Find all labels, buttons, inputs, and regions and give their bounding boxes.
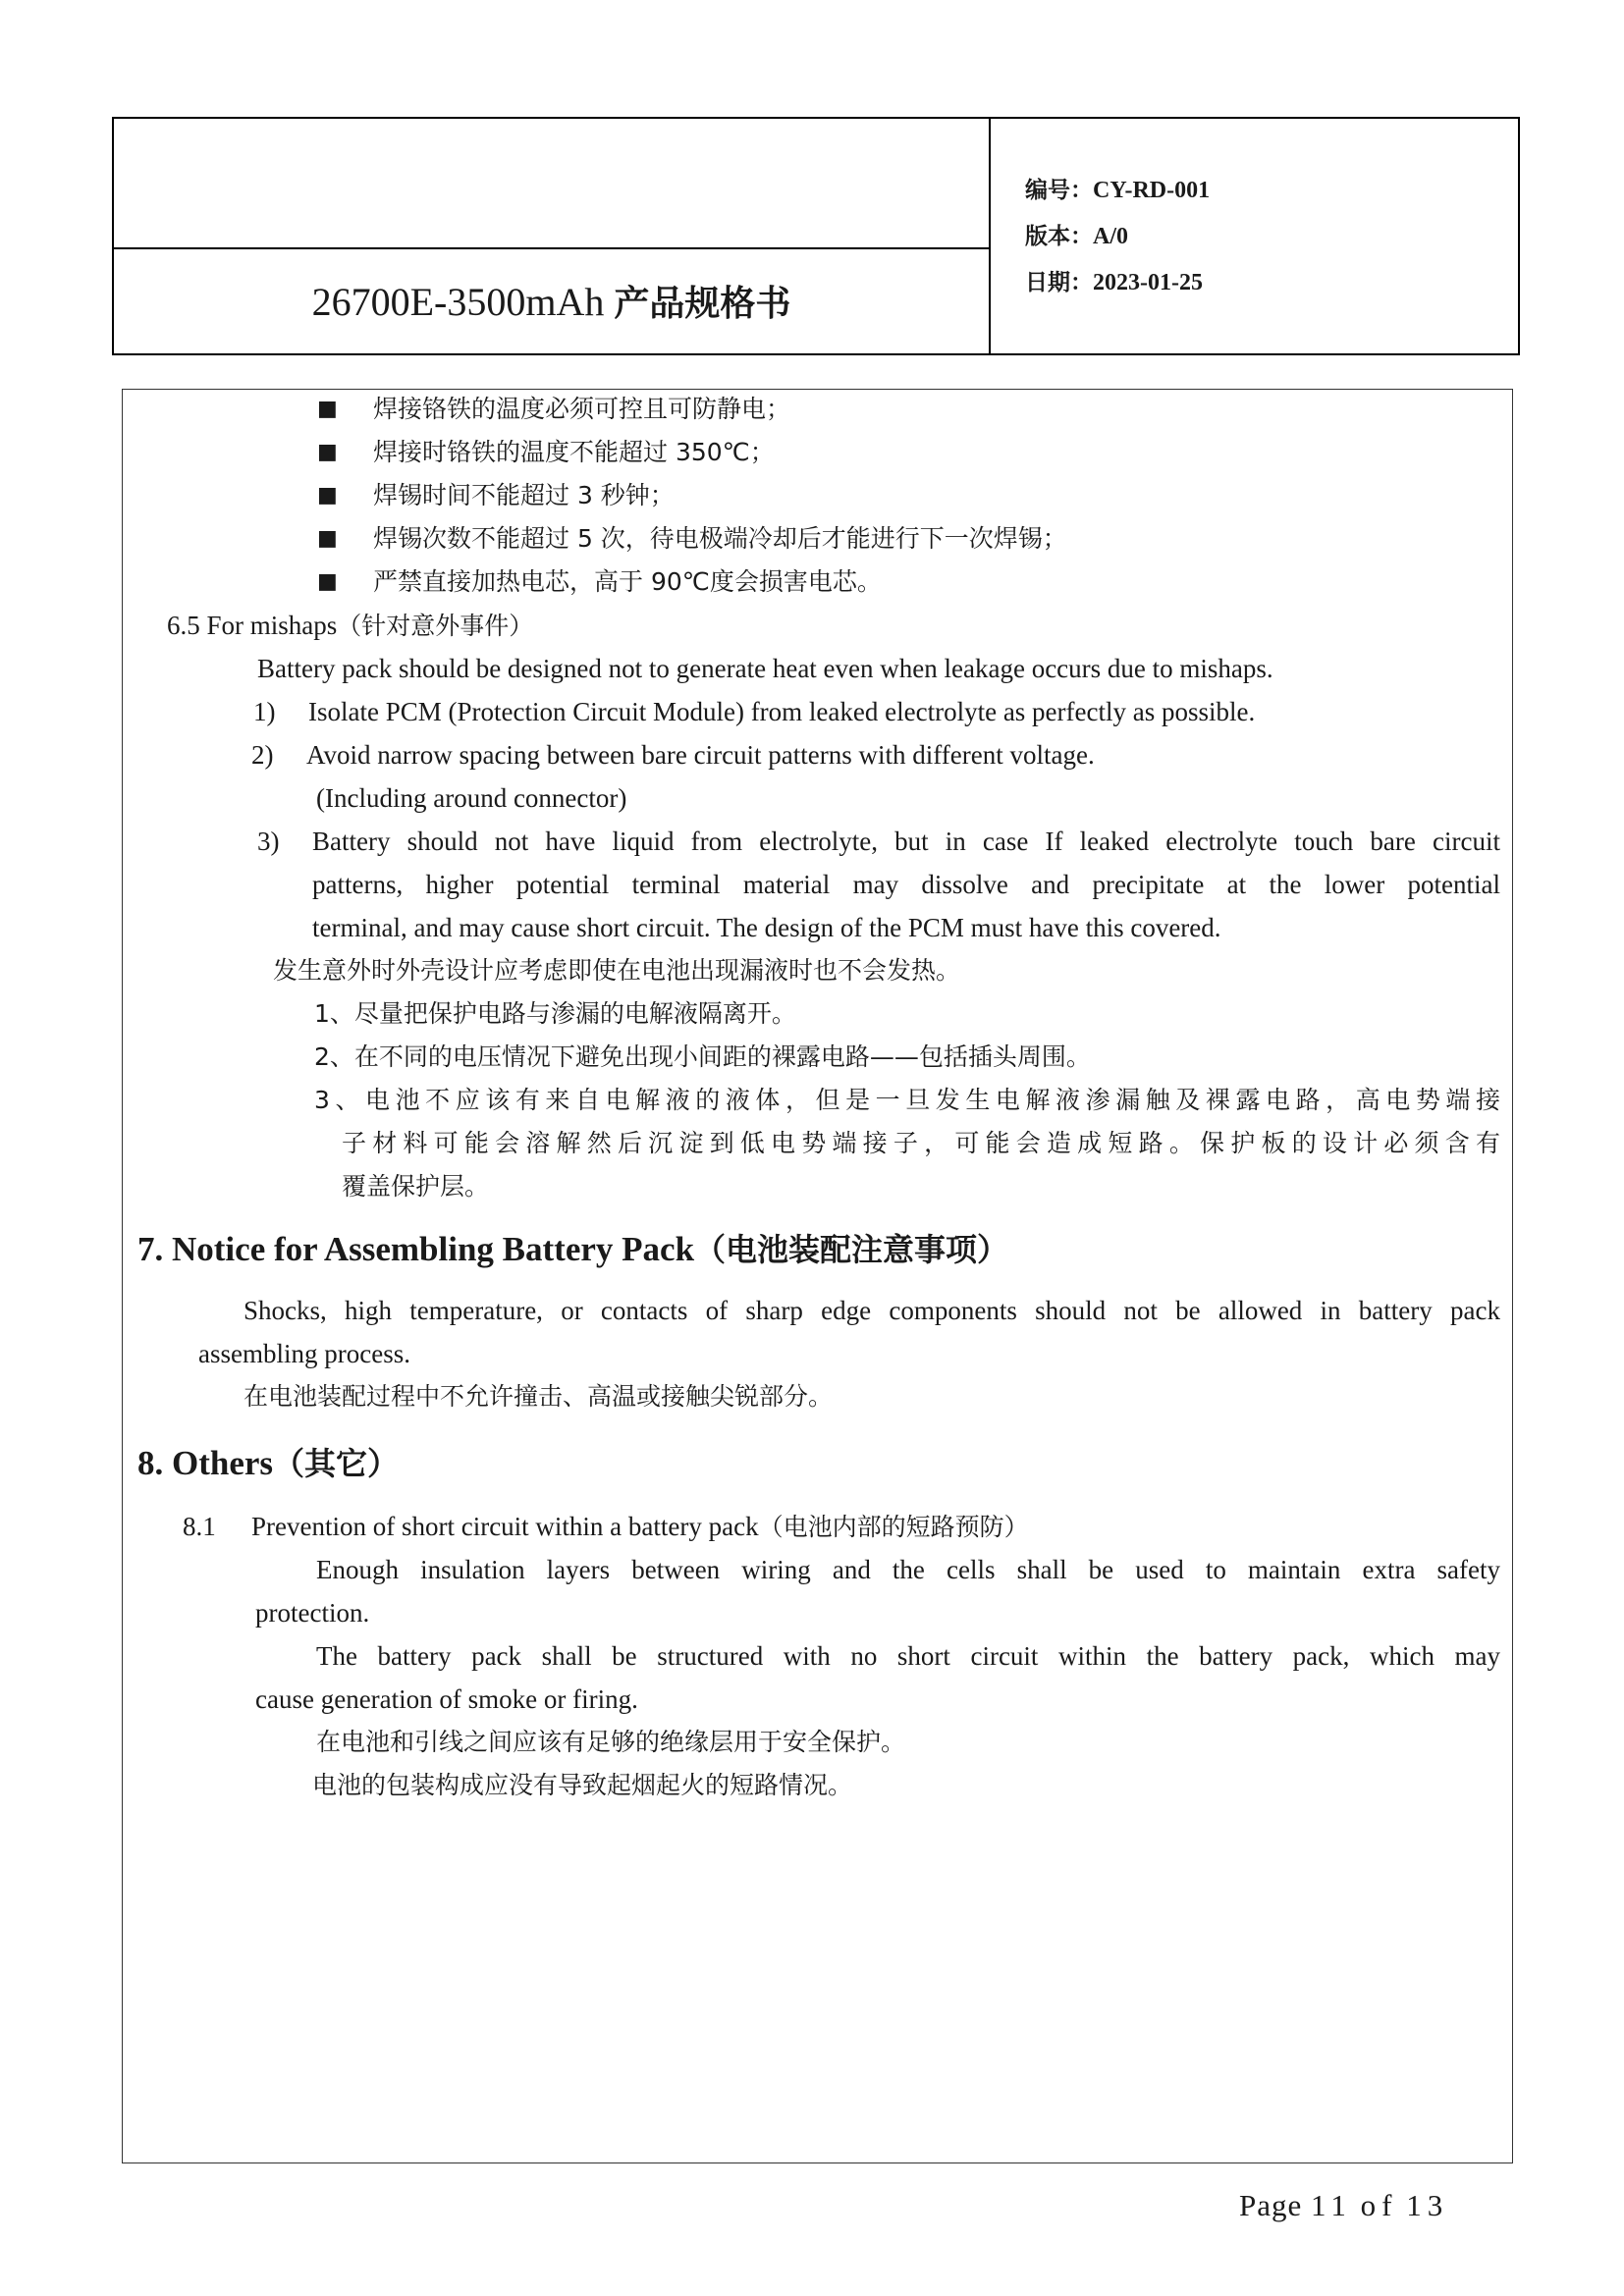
doc-number-row bbox=[1025, 172, 1210, 204]
version-row bbox=[1025, 218, 1128, 250]
list-item: 焊接时铬铁的温度不能超过 350℃； bbox=[373, 438, 775, 466]
header-horizontal-divider bbox=[114, 247, 989, 249]
list-item: 焊接铬铁的温度必须可控且可防静电； bbox=[373, 395, 791, 423]
section-6-5-heading-cn: （针对意外事件） bbox=[337, 612, 534, 640]
doc-number-label: 编号： bbox=[1025, 178, 1093, 203]
page-current: 11 bbox=[1311, 2188, 1352, 2222]
section-7-cn-text: 在电池装配过程中不允许撞击、高温或接触尖锐部分。 bbox=[244, 1382, 834, 1411]
section-8-1-cn-line-1: 在电池和引线之间应该有足够的绝缘层用于安全保护。 bbox=[316, 1728, 906, 1756]
page-number bbox=[1239, 2188, 1448, 2223]
date-label: 日期： bbox=[1025, 270, 1093, 295]
section-6-5-item-3-line-3: terminal, and may cause short circuit. The design of the PCM must have this covered. bbox=[312, 913, 1221, 942]
item-number: 1) bbox=[253, 697, 276, 726]
document-header bbox=[112, 117, 1520, 355]
bullet-square-icon: ■ bbox=[317, 569, 338, 594]
section-6-5-item-1: Isolate PCM (Protection Circuit Module) from leaked electrolyte as perfectly as possible. bbox=[308, 697, 1256, 726]
section-8-1-number: 8.1 bbox=[183, 1512, 216, 1541]
header-vertical-divider bbox=[989, 119, 991, 353]
bullet-square-icon: ■ bbox=[317, 483, 338, 507]
section-6-5-cn-item-1: 1、尽量把保护电路与渗漏的电解液隔离开。 bbox=[314, 999, 796, 1028]
section-6-5-item-3-line-1: Battery should not have liquid from electrolyte, but in case If leaked electrolyte touch bare circuit bbox=[312, 827, 1500, 856]
title-cn: 产品规格书 bbox=[614, 284, 791, 324]
of-word: of bbox=[1360, 2188, 1398, 2222]
section-6-5-item-3-line-2: patterns, higher potential terminal material may dissolve and precipitate at the lower potential bbox=[312, 870, 1500, 899]
document-title bbox=[114, 276, 989, 326]
section-7-heading-en: 7. Notice for Assembling Battery Pack bbox=[137, 1230, 695, 1268]
section-6-5-cn-item-2: 2、在不同的电压情况下避免出现小间距的裸露电路——包括插头周围。 bbox=[314, 1042, 1091, 1071]
section-6-5-cn-item-3-line-3: 覆盖保护层。 bbox=[342, 1172, 490, 1201]
section-6-5-item-2-line-2: (Including around connector) bbox=[316, 783, 627, 813]
date-row bbox=[1025, 264, 1203, 296]
section-8-1-heading-en: Prevention of short circuit within a battery pack bbox=[251, 1512, 759, 1541]
bullet-square-icon: ■ bbox=[317, 440, 338, 464]
list-item: 焊锡时间不能超过 3 秒钟； bbox=[373, 481, 675, 509]
section-6-5-cn-item-3-line-2: 子材料可能会溶解然后沉淀到低电势端接子，可能会造成短路。保护板的设计必须含有 bbox=[342, 1129, 1500, 1157]
section-8-1-para-1-line-1: Enough insulation layers between wiring and the cells shall be used to maintain extra safety bbox=[316, 1555, 1500, 1584]
item-number: 2) bbox=[251, 740, 274, 770]
doc-number-value: CY-RD-001 bbox=[1093, 178, 1211, 203]
section-8-heading-cn: （其它） bbox=[273, 1445, 400, 1482]
section-6-5-cn-item-3-line-1: 3、电池不应该有来自电解液的液体，但是一旦发生电解液渗漏触及裸露电路，高电势端接 bbox=[314, 1086, 1500, 1114]
section-8-1-para-2-line-1: The battery pack shall be structured with no short circuit within the battery pack, which may bbox=[316, 1641, 1500, 1671]
list-item: 严禁直接加热电芯，高于 90℃度会损害电芯。 bbox=[373, 567, 882, 596]
title-code: 26700E-3500mAh bbox=[311, 280, 605, 324]
section-8-1-cn-line-2: 电池的包装构成应没有导致起烟起火的短路情况。 bbox=[312, 1771, 853, 1799]
section-8-1-heading-cn: （电池内部的短路预防） bbox=[758, 1513, 1029, 1541]
section-6-5-item-2-line-1: Avoid narrow spacing between bare circuit patterns with different voltage. bbox=[306, 740, 1095, 770]
section-8-heading-en: 8. Others bbox=[137, 1444, 274, 1482]
section-6-5-heading bbox=[167, 609, 533, 643]
bullet-square-icon: ■ bbox=[317, 397, 338, 421]
section-8-heading bbox=[137, 1439, 399, 1484]
version-value: A/0 bbox=[1093, 224, 1128, 249]
bullet-square-icon: ■ bbox=[317, 526, 338, 551]
section-6-5-heading-en: 6.5 For mishaps bbox=[167, 611, 338, 640]
section-7-paragraph-line-2: assembling process. bbox=[198, 1339, 410, 1368]
section-7-heading-cn: （电池装配注意事项） bbox=[694, 1231, 1009, 1268]
item-number: 3) bbox=[257, 827, 280, 856]
section-7-heading bbox=[137, 1225, 1008, 1270]
list-item: 焊锡次数不能超过 5 次，待电极端冷却后才能进行下一次焊锡； bbox=[373, 524, 1067, 553]
section-6-5-intro: Battery pack should be designed not to generate heat even when leakage occurs due to mishaps. bbox=[257, 654, 1273, 683]
section-7-paragraph-line-1: Shocks, high temperature, or contacts of sharp edge components should not be allowed in battery pack bbox=[244, 1296, 1500, 1325]
page-word: Page bbox=[1239, 2188, 1303, 2222]
section-8-1-heading bbox=[251, 1510, 1029, 1544]
page-total: 13 bbox=[1406, 2188, 1449, 2222]
section-8-1-para-1-line-2: protection. bbox=[255, 1598, 370, 1628]
section-8-1-para-2-line-2: cause generation of smoke or firing. bbox=[255, 1684, 638, 1714]
section-6-5-cn-intro: 发生意外时外壳设计应考虑即使在电池出现漏液时也不会发热。 bbox=[273, 956, 961, 985]
date-value: 2023-01-25 bbox=[1093, 270, 1203, 295]
version-label: 版本： bbox=[1025, 224, 1093, 249]
